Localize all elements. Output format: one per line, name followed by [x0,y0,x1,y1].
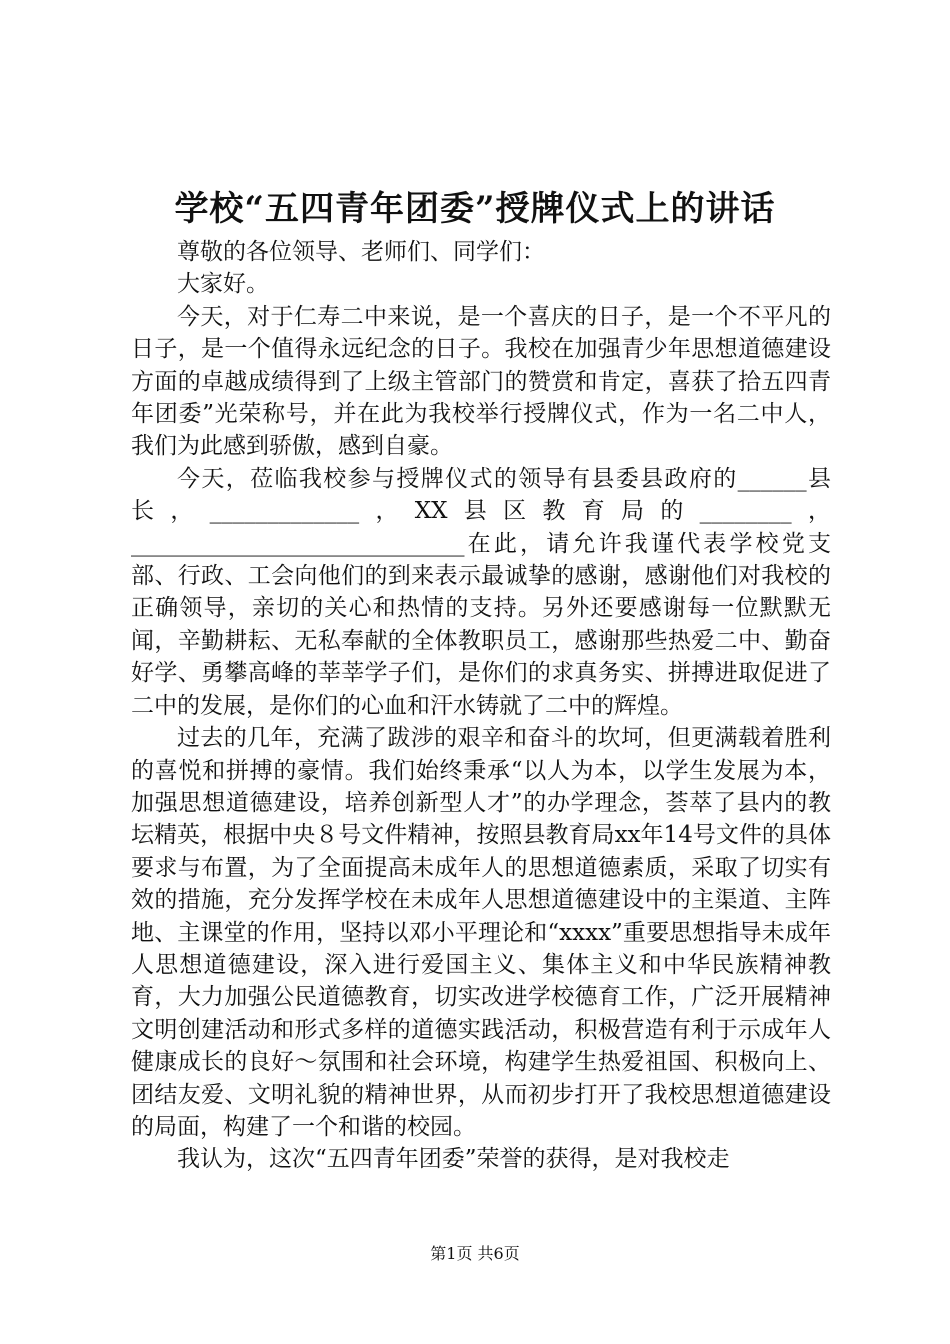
paragraph: 我认为，这次“五四青年团委”荣誉的获得，是对我校走 [177,1146,730,1173]
document-title: 学校“五四青年团委”授牌仪式上的讲话 [174,189,776,229]
greeting: 大家好。 [177,271,269,298]
paragraph: 过去的几年，充满了跋涉的艰辛和奋斗的坎坷，但更满载着胜利的喜悦和拼搏的豪情。我们始终秉承“以人为本，以学生发展为本，加强思想道德建设，培养创新型人才”的办学理念，荟萃了县内的教坛精英，根据中央８号文件精神，按照县教育局xx年14号文件的具体要求与布置，为了全面提高未成年人的思想道德素质，采取了切实有效的措施，充分发挥学校在未成年人思想道德建设中的主渠道、主阵地、主课堂的作用，坚持以邓小平理论和“xxxx”重要思想指导未成年人思想道德建设，深入进行爱国主义、集体主义和中华民族精神教育，大力加强公民道德教育，切实改进学校德育工作，广泛开展精神文明创建活动和形式多样的道德实践活动，积极营造有利于示成年人健康成长的良好～氛围和社会环境，构建学生热爱祖国、积极向上、团结友爱、文明礼貌的精神世界，从而初步打开了我校思想道德建设的局面，构建了一个和谐的校园。 [131,725,831,1140]
salutation: 尊敬的各位领导、老师们、同学们： [177,239,545,265]
document-body [131,236,831,1176]
paragraph: 今天，对于仁寿二中来说，是一个喜庆的日子，是一个不平凡的日子，是一个值得永远纪念的日子。我校在加强青少年思想道德建设方面的卓越成绩得到了上级主管部门的赞赏和肯定，喜获了拾五四青年团委”光荣称号，并在此为我校举行授牌仪式，作为一名二中人，我们为此感到骄傲，感到自豪。 [131,303,831,460]
paragraph: 今天，莅临我校参与授牌仪式的领导有县委县政府的______县长，_____________，XX县区教育局的________，_____________________________在此，请允许我谨代表学校党支部、行政、工会向他们的到来表示最诚挚的感谢，感谢他们对我校的正确领导，亲切的关心和热情的支持。另外还要感谢每一位默默无闻，辛勤耕耘、无私奉献的全体教职员工，感谢那些热爱二中、勤奋好学、勇攀高峰的莘莘学子们，是你们的求真务实、拼搏进取促进了二中的发展，是你们的心血和汗水铸就了二中的辉煌。 [131,465,831,719]
page-footer: 第1页 共6页 [430,1244,520,1263]
